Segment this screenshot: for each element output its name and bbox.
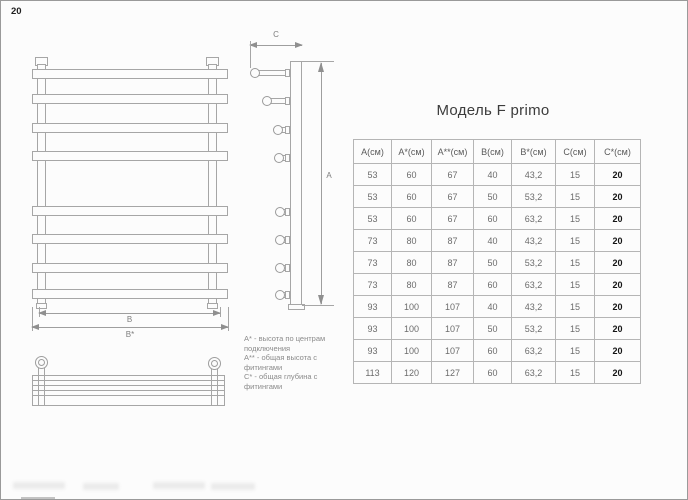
footnote-line: С* - общая глубина с [244,372,318,382]
footnote-line: А* - высота по центрам [244,334,326,343]
table-cell: 20 [595,186,641,208]
table-cell: 113 [354,362,392,384]
bar-flange [285,291,290,299]
bar-end-knob [273,125,283,135]
column-header: С*(см) [595,140,641,164]
front-foot-right [207,303,218,309]
page-number: 20 [11,6,22,17]
table-cell: 67 [432,186,474,208]
bar-flange [285,97,290,105]
bar-flange [285,69,290,77]
front-bar [32,69,228,79]
bar-end-knob [275,235,285,245]
bar-flange [285,236,290,244]
scan-artifact [153,482,205,489]
bar-end-knob [274,153,284,163]
table-cell: 93 [354,318,392,340]
front-bar [32,263,228,273]
table-row [354,340,641,362]
table-cell: 60 [392,186,432,208]
table-cell: 53 [354,208,392,230]
size-table [353,139,641,384]
table-cell: 50 [474,318,512,340]
table-cell: 20 [595,296,641,318]
table-cell: 63,2 [512,362,556,384]
table-cell: 60 [474,208,512,230]
table-cell: 67 [432,208,474,230]
table-cell: 53,2 [512,252,556,274]
extension-line [302,305,334,306]
table-cell: 87 [432,274,474,296]
table-cell: 15 [556,296,595,318]
table-row [354,208,641,230]
table-cell: 67 [432,164,474,186]
table-cell: 53,2 [512,186,556,208]
scan-artifact [211,483,255,490]
table-cell: 50 [474,252,512,274]
table-row [354,186,641,208]
bar-end-knob [250,68,260,78]
arrowhead-icon [318,295,324,305]
table-cell: 15 [556,274,595,296]
footnote-line: фитингами [244,362,283,372]
table-cell: 80 [392,230,432,252]
table-row [354,252,641,274]
table-cell: 20 [595,318,641,340]
table-cell: 93 [354,340,392,362]
table-cell: 40 [474,230,512,252]
column-header: А*(см) [392,140,432,164]
front-bar [32,289,228,299]
bar-end-knob [275,207,285,217]
dimension-line-b [39,313,220,314]
bar-flange [285,126,290,134]
top-bar-wide [32,395,225,406]
footnotes [244,334,356,392]
table-cell: 60 [474,362,512,384]
front-bar [32,234,228,244]
table-cell: 73 [354,252,392,274]
scan-artifact [21,497,55,499]
footnote-line: А** - общая высота с [244,353,318,363]
table-cell: 63,2 [512,208,556,230]
table-cell: 120 [392,362,432,384]
table-cell: 60 [474,340,512,362]
table-cell: 43,2 [512,164,556,186]
column-header: В(см) [474,140,512,164]
front-bar [32,151,228,161]
dimension-line-a [321,63,322,304]
table-cell: 20 [595,340,641,362]
table-cell: 40 [474,164,512,186]
arrowhead-icon [318,62,324,72]
table-cell: 73 [354,230,392,252]
arrowhead-icon [295,42,303,48]
front-bar [32,94,228,104]
table-cell: 15 [556,164,595,186]
dimension-line-b-star [32,327,228,328]
table-cell: 15 [556,362,595,384]
table-cell: 20 [595,252,641,274]
dimension-line-c [250,45,302,46]
table-cell: 15 [556,340,595,362]
bar-flange [285,264,290,272]
front-foot-left [36,303,47,309]
table-cell: 43,2 [512,296,556,318]
table-row [354,230,641,252]
table-cell: 40 [474,296,512,318]
table-cell: 87 [432,252,474,274]
table-row [354,274,641,296]
table-cell: 50 [474,186,512,208]
footnote-line: подключения [244,343,291,353]
bar-flange [285,208,290,216]
bar-end-knob [275,263,285,273]
table-cell: 60 [392,164,432,186]
table-body [354,164,641,384]
table-cell: 20 [595,208,641,230]
table-header-row [354,140,641,164]
table-cell: 93 [354,296,392,318]
table-cell: 15 [556,252,595,274]
table-cell: 127 [432,362,474,384]
table-cell: 15 [556,208,595,230]
table-cell: 20 [595,164,641,186]
column-header: А**(см) [432,140,474,164]
scan-artifact [83,483,119,490]
table-cell: 80 [392,252,432,274]
column-header: А(см) [354,140,392,164]
top-stem-right [211,368,218,405]
table-cell: 53 [354,164,392,186]
table-cell: 60 [392,208,432,230]
table-cell: 53 [354,186,392,208]
table-cell: 60 [474,274,512,296]
dimension-label-a: А [326,171,332,180]
table-cell: 63,2 [512,340,556,362]
footnote-line: фитингами [244,381,283,391]
front-bar [32,206,228,216]
dimension-label-b: В [126,315,133,324]
column-header: В*(см) [512,140,556,164]
table-cell: 100 [392,340,432,362]
table-cell: 53,2 [512,318,556,340]
table-cell: 107 [432,318,474,340]
side-post [290,61,302,305]
table-cell: 107 [432,340,474,362]
bar-flange [285,154,290,162]
table-cell: 15 [556,186,595,208]
front-bar [32,123,228,133]
table-cell: 100 [392,296,432,318]
table-cell: 20 [595,230,641,252]
scan-artifact [13,482,65,489]
table-cell: 87 [432,230,474,252]
dimension-label-b-star: В* [125,330,135,339]
model-title: Модель F primo [436,102,550,119]
top-bracket-ring-left-inner [38,359,45,366]
table-row [354,318,641,340]
table-cell: 20 [595,274,641,296]
table-cell: 20 [595,362,641,384]
table-cell: 43,2 [512,230,556,252]
table-row [354,164,641,186]
dimension-label-c: C [273,30,279,39]
table-cell: 73 [354,274,392,296]
table-cell: 100 [392,318,432,340]
table-cell: 63,2 [512,274,556,296]
top-stem-left [38,367,45,405]
table-row [354,362,641,384]
top-bracket-ring-right-inner [211,360,218,367]
table-cell: 80 [392,274,432,296]
table-row [354,296,641,318]
table-cell: 107 [432,296,474,318]
table-cell: 15 [556,230,595,252]
table-cell: 15 [556,318,595,340]
bar-end-knob [262,96,272,106]
column-header: С(см) [556,140,595,164]
extension-line [250,41,251,68]
bar-end-knob [275,290,285,300]
